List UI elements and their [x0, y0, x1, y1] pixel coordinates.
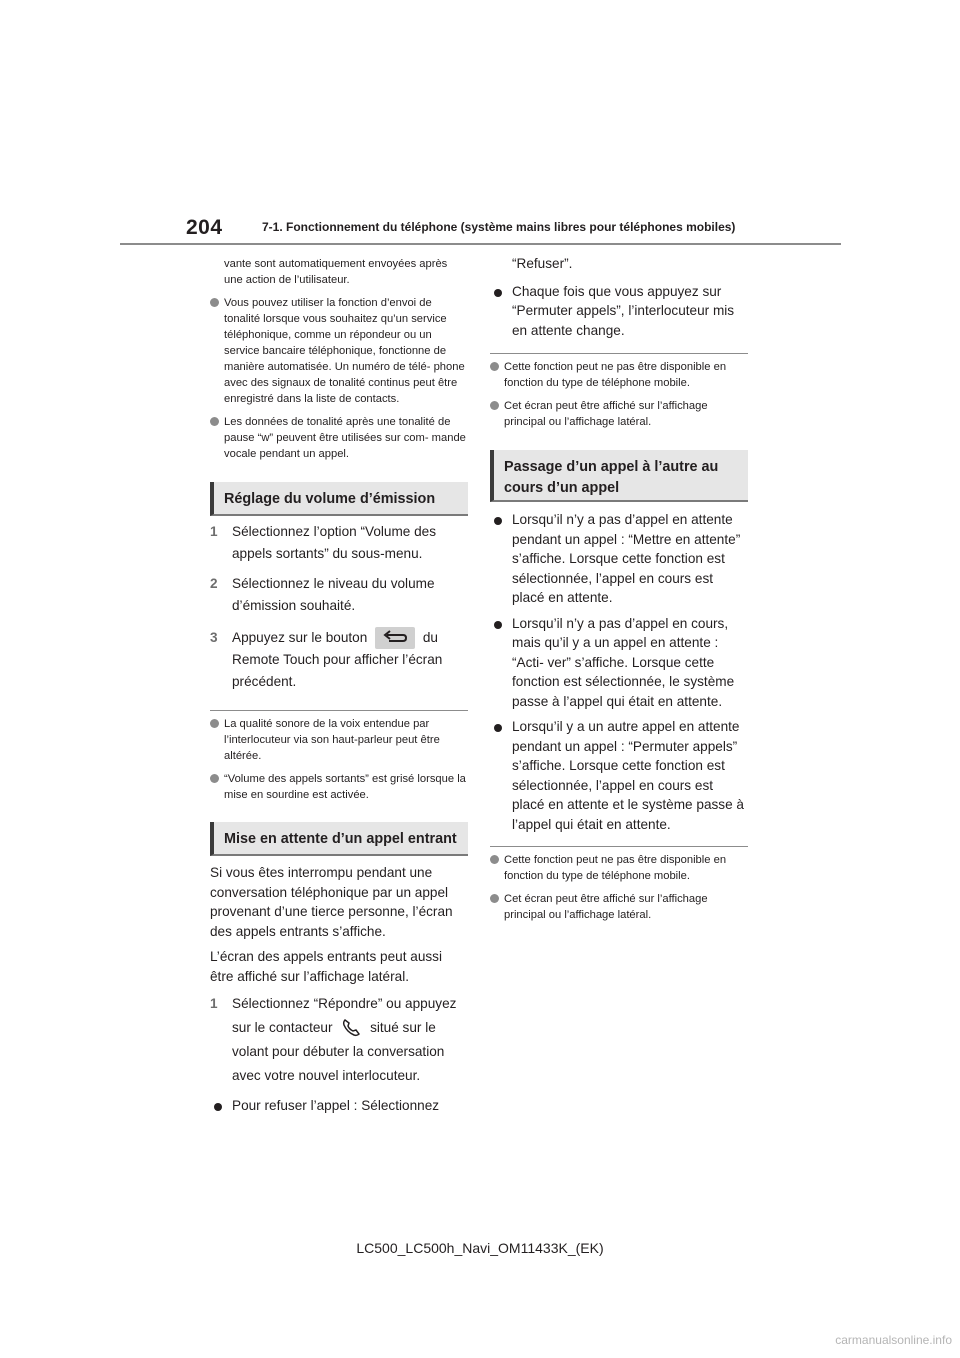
bullet-item: Pour refuser l’appel : Sélectionnez [210, 1096, 468, 1116]
bullet-icon [494, 289, 502, 297]
note-item: “Volume des appels sortants” est grisé lorsque la mise en sourdine est activée. [210, 771, 468, 803]
bullet-icon [494, 621, 502, 629]
note-dot-icon [490, 855, 499, 864]
continuation-text: vante sont automatiquement envoyées après une action de l’utilisateur. [224, 258, 448, 286]
bullet-item: Lorsqu’il n’y a pas d’appel en cours, mais qu’il y a un appel en attente : “Acti- ver” s’affiche. Lorsque cette fonction est sélectionnée, le système passe à l’appel qui était en attente. [490, 614, 748, 712]
section-heading-hold: Mise en attente d’un appel entrant [210, 822, 468, 856]
note-dot-icon [210, 774, 219, 783]
left-top-notes [210, 256, 468, 469]
note-dot-icon [490, 401, 499, 410]
note-item: Vous pouvez utiliser la fonction d’envoi de tonalité lorsque vous souhaitez qu’un service téléphonique, comme un répondeur ou un service bancaire téléphonique, fonctionne de manière automatisée. Un numéro de télé- phone avec des signaux de tonalité continus peut être enregistré dans la liste de contacts. [210, 295, 468, 407]
note-item: La qualité sonore de la voix entendue par l’interlocuteur via son haut-parleur peut être altérée. [210, 716, 468, 764]
paragraph: Si vous êtes interrompu pendant une conversation téléphonique par un appel provenant d’une tierce personne, l’écran des appels entrants s’affiche. [210, 865, 453, 939]
header-rule [120, 243, 841, 245]
watermark: carmanualsonline.info [835, 1333, 952, 1347]
note-item: Les données de tonalité après une tonalité de pause “w” peuvent être utilisées sur com- mande vocale pendant un appel. [210, 414, 468, 462]
right-notes-2 [490, 852, 748, 930]
step-item: 2 Sélectionnez le niveau du volume d’émission souhaité. [210, 573, 468, 617]
step-number: 1 [210, 524, 218, 539]
step-number: 2 [210, 576, 218, 591]
section-heading-volume: Réglage du volume d’émission [210, 482, 468, 516]
note-dot-icon [210, 298, 219, 307]
switch-bullets [490, 510, 748, 840]
section-heading-switch: Passage d’un appel à l’autre au cours d’un appel [490, 450, 748, 502]
step-number: 3 [210, 630, 218, 645]
continuation-text: “Refuser”. [512, 256, 573, 271]
step-number: 1 [210, 996, 218, 1011]
bullet-item: Lorsqu’il n’y a pas d’appel en attente pendant un appel : “Mettre en attente” s’affiche. Lorsque cette fonction est sélectionnée, l’appel en cours est placé en attente. [490, 510, 748, 608]
bullet-icon [214, 1103, 222, 1111]
notes-separator [210, 710, 468, 711]
right-top [490, 254, 748, 346]
note-item: Cette fonction peut ne pas être disponible en fonction du type de téléphone mobile. [490, 359, 748, 391]
bullet-item: Lorsqu’il y a un autre appel en attente pendant un appel : “Permuter appels” s’affiche. Lorsque cette fonction est sélectionnée, l’appel en cours est placé en attente et le système passe à l’appel qui était en attente. [490, 717, 748, 834]
step-item: 1 Sélectionnez l’option “Volume des appels sortants” du sous-menu. [210, 521, 468, 565]
note-dot-icon [210, 719, 219, 728]
notes-separator [490, 353, 748, 354]
note-dot-icon [210, 417, 219, 426]
bullet-icon [494, 517, 502, 525]
note-dot-icon [490, 362, 499, 371]
note-dot-icon [490, 894, 499, 903]
notes-separator [490, 846, 748, 847]
step-item: 1 Sélectionnez “Répondre” ou appuyez sur le contacteur situé sur le volant pour débuter la conversation avec votre nouvel interlocuteur. [210, 992, 468, 1088]
right-notes-1 [490, 359, 748, 437]
back-button-icon [375, 627, 415, 649]
step-item: 3 Appuyez sur le bouton du Remote Touch pour afficher l’écran précédent. [210, 627, 468, 693]
volume-notes [210, 716, 468, 810]
note-item: Cet écran peut être affiché sur l’affichage principal ou l’affichage latéral. [490, 891, 748, 923]
bullet-icon [494, 724, 502, 732]
note-item: Cette fonction peut ne pas être disponible en fonction du type de téléphone mobile. [490, 852, 748, 884]
chapter-title: 7-1. Fonctionnement du téléphone (système mains libres pour téléphones mobiles) [262, 220, 736, 234]
volume-steps [210, 521, 468, 701]
paragraph: L’écran des appels entrants peut aussi être affiché sur l’affichage latéral. [210, 949, 443, 984]
document-code: LC500_LC500h_Navi_OM11433K_(EK) [356, 1240, 604, 1256]
phone-switch-icon [340, 1017, 362, 1039]
page-number: 204 [186, 216, 223, 239]
hold-section-body [210, 863, 468, 1122]
bullet-item: Chaque fois que vous appuyez sur “Permuter appels”, l’interlocuteur mis en attente change. [490, 282, 748, 341]
note-item: Cet écran peut être affiché sur l’affichage principal ou l’affichage latéral. [490, 398, 748, 430]
